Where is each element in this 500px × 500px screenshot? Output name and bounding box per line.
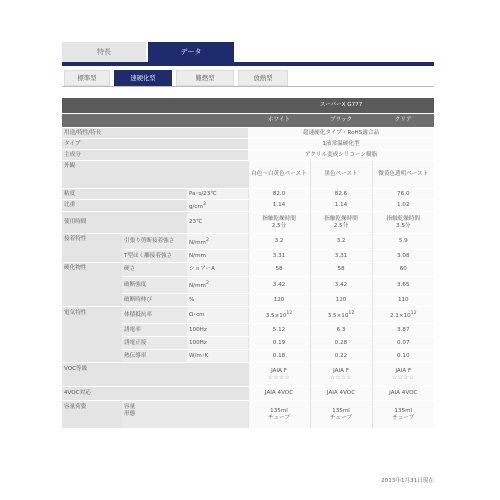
variant-black: ブラック <box>310 114 372 128</box>
row-label: 熱伝導率 <box>122 350 187 363</box>
cell-value: 3.65 <box>372 277 434 294</box>
row-category: 硬化物性 <box>62 263 122 307</box>
row-label: 4VOC対応 <box>62 387 248 401</box>
row-unit: 23℃ <box>187 212 248 234</box>
cell-value: $3.5\times 10^{12}$ <box>310 307 372 324</box>
row-label: 主成分 <box>62 150 248 161</box>
date-note: 2013年1月31日現在 <box>381 478 434 484</box>
sub-tab-underline <box>62 86 434 87</box>
cell-value: $3.5\times 10^{12}$ <box>248 307 310 324</box>
table-row <box>62 128 434 139</box>
cell-value: JAIA 4VOC <box>372 387 434 401</box>
subtab-flame-retardant[interactable]: 難燃型 <box>176 70 234 86</box>
row-unit: $N/mm^2$ <box>187 277 248 294</box>
row-label: 容量 形態 <box>122 401 248 429</box>
cell-value: 5.12 <box>248 324 310 337</box>
row-label: 用途/特性/特長 <box>62 128 248 139</box>
row-category: 容量荷姿 <box>62 401 122 429</box>
cell-value: 3.08 <box>372 250 434 263</box>
table-row <box>62 150 434 161</box>
cell-value: 135ml チューブ <box>248 401 310 429</box>
row-category: 接着特性 <box>62 234 122 263</box>
subtab-standard[interactable]: 標準型 <box>64 70 110 86</box>
star-rating: ☆☆☆☆ <box>267 374 291 381</box>
cell-value: 1.14 <box>248 200 310 212</box>
row-unit: Ω･cm <box>187 307 248 324</box>
cell-value: 0.07 <box>372 337 434 350</box>
cell-value: 0.19 <box>248 337 310 350</box>
table-row <box>62 263 434 277</box>
cell-value: 76.0 <box>372 189 434 200</box>
row-label: 硬さ <box>122 263 187 277</box>
cell-value: JAIA 4VOC <box>248 387 310 401</box>
cell-value: 3.87 <box>372 324 434 337</box>
subtab-fast-cure[interactable]: 速硬化型 <box>114 70 172 86</box>
cell-value: 0.18 <box>248 350 310 363</box>
cell-value: 指触乾燥時間 2.5分 <box>310 212 372 234</box>
table-row <box>62 234 434 250</box>
row-category: 電気特性 <box>62 307 122 363</box>
cell-value: 0.28 <box>310 337 372 350</box>
row-label: 体積抵抗率 <box>122 307 187 324</box>
table-row <box>62 401 434 429</box>
row-label: 外観 <box>62 161 248 189</box>
tab-features[interactable]: 特長 <box>62 42 146 62</box>
row-unit: $g/cm^3$ <box>187 200 248 212</box>
star-rating: ☆☆☆☆ <box>329 374 353 381</box>
table-row <box>62 189 434 200</box>
row-label: 比重 <box>62 200 187 212</box>
tab-data[interactable]: データ <box>148 42 234 62</box>
table-row <box>62 200 434 212</box>
row-label: 誘電正接 <box>122 337 187 350</box>
cell-value: 0.22 <box>310 350 372 363</box>
table-row <box>62 161 434 189</box>
cell-value: 6.3 <box>310 324 372 337</box>
row-label: 引張り剪断接着強さ <box>122 234 187 250</box>
star-rating: ☆☆☆☆ <box>392 374 415 381</box>
main-tabs <box>62 42 434 62</box>
sub-tabs <box>62 70 434 86</box>
product-name: スーパーX G777 <box>248 98 434 114</box>
cell-value: 白色～白黄色ペースト <box>248 161 310 189</box>
cell-value: 1.14 <box>310 200 372 212</box>
row-unit: 100Hz <box>187 324 248 337</box>
cell-value: 指触乾燥時間 3.5分 <box>372 212 434 234</box>
cell-value: 82.6 <box>310 189 372 200</box>
table-row <box>62 307 434 324</box>
cell-value: 3.42 <box>310 277 372 294</box>
cell-value: 3.42 <box>248 277 310 294</box>
cell-value: 1.02 <box>372 200 434 212</box>
cell-value: 82.0 <box>248 189 310 200</box>
cell-value: 3.31 <box>310 250 372 263</box>
cell-value: 3.2 <box>310 234 372 250</box>
table-row <box>62 139 434 150</box>
cell-value: 120 <box>310 294 372 307</box>
row-unit: W/m･K <box>187 350 248 363</box>
row-unit: Pa･s/23℃ <box>187 189 248 200</box>
cell-value: 60 <box>372 263 434 277</box>
cell-value: JAIA F ☆☆☆☆ <box>372 363 434 387</box>
subtab-heat-dissipation[interactable]: 放熱型 <box>238 70 288 86</box>
cell-value: JAIA F ☆☆☆☆ <box>310 363 372 387</box>
table-header-product-row <box>62 98 434 114</box>
row-label: 粘度 <box>62 189 187 200</box>
table-row <box>62 212 434 234</box>
cell-value: 58 <box>248 263 310 277</box>
cell-value: 110 <box>372 294 434 307</box>
table-header-variant-row <box>62 114 434 128</box>
row-unit: 100Hz <box>187 337 248 350</box>
row-label: 誘電率 <box>122 324 187 337</box>
cell-value: JAIA 4VOC <box>310 387 372 401</box>
cell-value: 微黄色透明ペースト <box>372 161 434 189</box>
cell-value: 135ml チューブ <box>372 401 434 429</box>
row-unit: N/mm <box>187 250 248 263</box>
cell-value: 58 <box>310 263 372 277</box>
spec-table <box>62 98 434 429</box>
cell-value: 0.10 <box>372 350 434 363</box>
cell-value: 120 <box>248 294 310 307</box>
row-unit: $N/mm^2$ <box>187 234 248 250</box>
table-row <box>62 363 434 387</box>
row-label: VOC等級 <box>62 363 248 387</box>
cell-value: 黒色ペースト <box>310 161 372 189</box>
row-label: 使用時間 <box>62 212 187 234</box>
row-label: タイプ <box>62 139 248 150</box>
row-value: 1液常温硬化型 <box>248 139 434 150</box>
main-tab-underline <box>62 62 434 66</box>
cell-value: $2.1\times 10^{12}$ <box>372 307 434 324</box>
cell-value: 3.31 <box>248 250 310 263</box>
cell-value: 5.9 <box>372 234 434 250</box>
row-unit: % <box>187 294 248 307</box>
cell-value: JAIA F ☆☆☆☆ <box>248 363 310 387</box>
table-row <box>62 387 434 401</box>
cell-value: 135ml チューブ <box>310 401 372 429</box>
variant-clear: クリア <box>372 114 434 128</box>
variant-white: ホワイト <box>248 114 310 128</box>
row-value: 超速硬化タイプ・RoHS適合品 <box>248 128 434 139</box>
row-value: アクリル変成シリコーン樹脂 <box>248 150 434 161</box>
cell-value: 3.2 <box>248 234 310 250</box>
row-unit: ショアーA <box>187 263 248 277</box>
cell-value: 指触乾燥時間 2.5分 <box>248 212 310 234</box>
row-label: 破断強度 <box>122 277 187 294</box>
row-label: 破断時伸び <box>122 294 187 307</box>
row-label: T型はく離接着強さ <box>122 250 187 263</box>
